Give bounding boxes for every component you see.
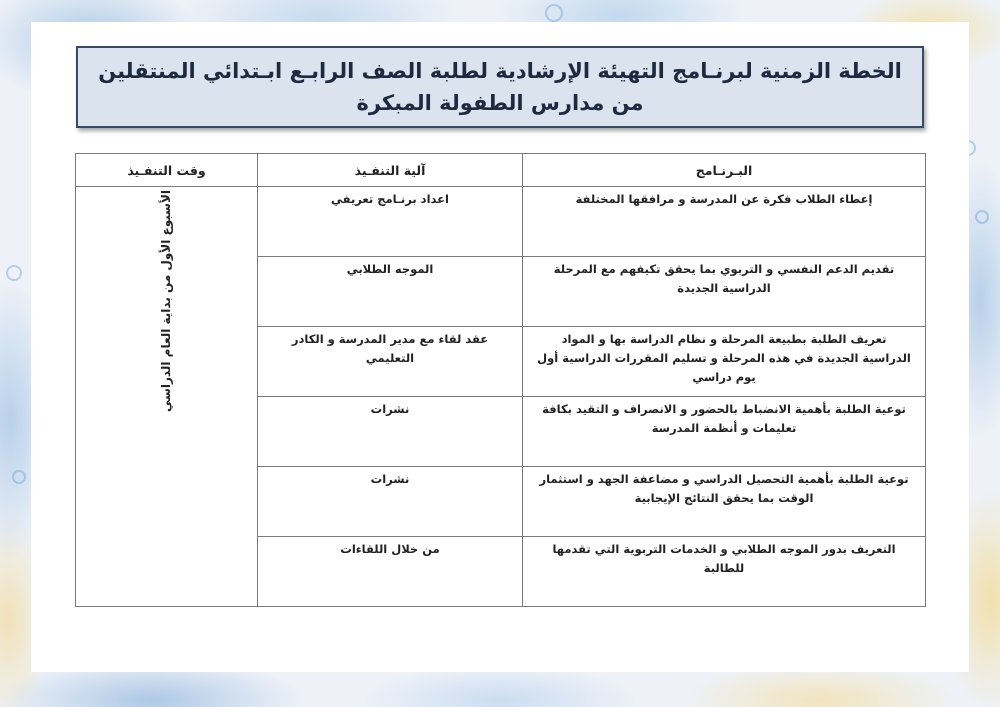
time-value: الأسبوع الأول من بداية العام الدراسي bbox=[159, 190, 173, 413]
mechanism-cell: عقد لقاء مع مدير المدرسة و الكادر التعليمي bbox=[258, 327, 523, 397]
decorative-circle bbox=[6, 265, 22, 281]
table-header-row bbox=[76, 154, 926, 187]
mechanism-cell: اعداد برنـامج تعريفي bbox=[258, 187, 523, 257]
table-row bbox=[76, 187, 926, 257]
mechanism-cell: نشرات bbox=[258, 467, 523, 537]
decorative-circle bbox=[975, 210, 989, 224]
program-cell: تقديم الدعم النفسي و التربوي بما يحقق تكيفهم مع المرحلة الدراسية الجديدة bbox=[523, 257, 926, 327]
program-cell: توعية الطلبة بأهمية الانضباط بالحضور و الانصراف و التقيد بكافة تعليمات و أنظمة المدرسة bbox=[523, 397, 926, 467]
program-cell: التعريف بدور الموجه الطلابي و الخدمات التربوية التي تقدمها للطالبة bbox=[523, 537, 926, 607]
title-banner bbox=[76, 46, 924, 128]
decorative-circle bbox=[545, 4, 563, 22]
time-cell bbox=[76, 187, 258, 607]
decorative-circle bbox=[12, 470, 26, 484]
program-cell: إعطاء الطلاب فكرة عن المدرسة و مرافقها المختلفة bbox=[523, 187, 926, 257]
mechanism-cell: من خلال اللقاءات bbox=[258, 537, 523, 607]
page-title: الخطة الزمنية لبرنـامج التهيئة الإرشادية لطلبة الصف الرابـع ابـتدائي المنتقلين من مدارس الطفولة المبكرة bbox=[98, 59, 902, 115]
program-cell: توعية الطلبة بأهمية التحصيل الدراسي و مضاعفة الجهد و استثمار الوقت بما يحقق النتائج الإيجابية bbox=[523, 467, 926, 537]
document-page bbox=[31, 22, 969, 672]
mechanism-cell: الموجه الطلابي bbox=[258, 257, 523, 327]
header-mechanism: آلية التنفـيذ bbox=[258, 154, 523, 187]
header-time: وقت التنفـيذ bbox=[76, 154, 258, 187]
schedule-table bbox=[75, 153, 926, 607]
program-cell: تعريف الطلبة بطبيعة المرحلة و نظام الدراسة بها و المواد الدراسية الجديدة في هذه المرحلة و تسليم المقررات الدراسية أول يوم دراسي bbox=[523, 327, 926, 397]
mechanism-cell: نشرات bbox=[258, 397, 523, 467]
header-program: البـرنـامج bbox=[523, 154, 926, 187]
